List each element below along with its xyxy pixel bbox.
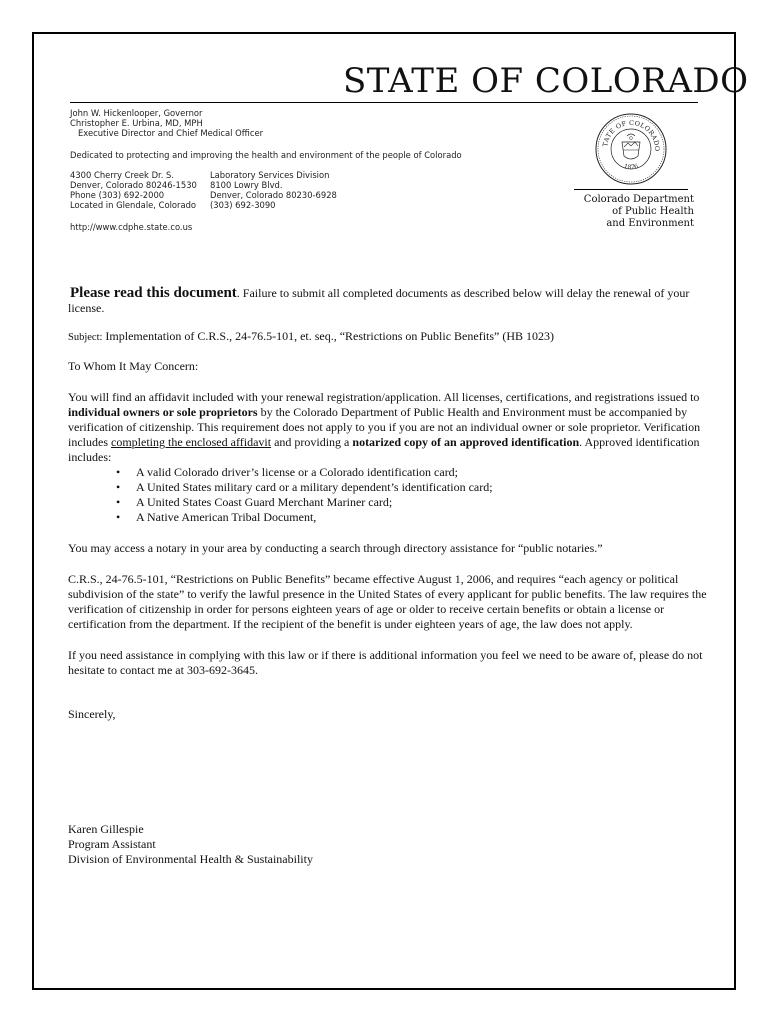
salutation: To Whom It May Concern: <box>68 359 199 373</box>
list-item: • A Native American Tribal Document, <box>116 510 708 525</box>
paragraph-affidavit <box>68 390 708 465</box>
letter-page <box>32 32 749 990</box>
svg-text:STATE OF COLORADO: TATE OF COLORADO <box>601 118 662 152</box>
department-name <box>554 194 694 230</box>
text-run: . Approved identification includes: <box>68 435 700 464</box>
paragraph-notary: You may access a notary in your area by conducting a search through directory assistance for “public notaries.” <box>68 541 603 555</box>
closing: Sincerely, <box>68 707 116 721</box>
address-line: Laboratory Services Division <box>210 170 330 180</box>
signer-name: Karen Gillespie <box>68 822 144 836</box>
website-link[interactable]: http://www.cdphe.state.co.us <box>70 222 193 232</box>
identification-list <box>68 465 708 525</box>
address-line: Denver, Colorado 80230-6928 <box>210 190 337 200</box>
officials-block <box>70 108 263 138</box>
governor-line: John W. Hickenlooper, Governor <box>70 108 203 118</box>
director-title-line: Executive Director and Chief Medical Officer <box>78 128 264 138</box>
department-line: Colorado Department <box>583 194 694 205</box>
text-run-bold: individual owners or sole proprietors <box>68 405 258 419</box>
address-line: Located in Glendale, Colorado <box>70 200 197 210</box>
subject-line <box>68 329 708 345</box>
lead-paragraph <box>68 286 708 316</box>
list-item: • A valid Colorado driver’s license or a Colorado identification card; <box>116 465 708 480</box>
state-title: STATE OF COLORADO <box>343 61 749 101</box>
svg-text:1876: 1876 <box>622 162 640 172</box>
seal-rule <box>574 189 688 190</box>
address-line: Denver, Colorado 80246-1530 <box>70 180 197 190</box>
address-main <box>70 170 197 210</box>
subject-label: Subject: <box>68 332 103 343</box>
state-seal-icon <box>594 112 668 186</box>
subject-text: Implementation of C.R.S., 24-76.5-101, et. seq., “Restrictions on Public Benefits” (HB 1023) <box>102 329 555 343</box>
address-lab <box>210 170 337 210</box>
text-run: and providing a <box>271 435 353 449</box>
letter-body <box>68 286 708 867</box>
address-line: Phone (303) 692-2000 <box>70 190 165 200</box>
department-line: and Environment <box>606 218 694 229</box>
mission-statement: Dedicated to protecting and improving the health and environment of the people of Colorado <box>70 150 462 160</box>
director-line: Christopher E. Urbina, MD, MPH <box>70 118 203 128</box>
paragraph-contact: If you need assistance in complying with this law or if there is additional information you feel we need to be aware of, please do not hesitate to contact me at 303-692-3645. <box>68 648 703 677</box>
address-line: 8100 Lowry Blvd. <box>210 180 283 190</box>
address-line: 4300 Cherry Creek Dr. S. <box>70 170 174 180</box>
text-run-underlined: completing the enclosed affidavit <box>111 435 272 449</box>
address-line: (303) 692-3090 <box>210 200 276 210</box>
lead-rest-text: . Failure to submit all completed documents as described below will delay the renewal of your license. <box>68 286 690 315</box>
text-run: by the Colorado Department of Public Health and Environment must be accompanied by verification of citizenship. This requirement does not apply to you if you are not an individual owner or sole proprietor. Verification includes <box>68 405 701 449</box>
signer-title: Program Assistant <box>68 837 156 851</box>
signature-space <box>68 722 708 822</box>
header-rule <box>70 102 698 103</box>
department-line: of Public Health <box>612 206 694 217</box>
paragraph-law: C.R.S., 24-76.5-101, “Restrictions on Public Benefits” became effective August 1, 2006, and requires “each agency or political subdivision of the state” to verify the lawful presence in the United States of every applicant for public benefits. The law requires the verification of citizenship in order for persons eighteen years of age or older to receive certain benefits or obtain a license or certification from the department. If the recipient of the benefit is under eighteen years of age, the law does not apply. <box>68 572 707 631</box>
lead-bold-text: Please read this document <box>70 285 237 301</box>
text-run: You will find an affidavit included with your renewal registration/application. All licenses, certifications, and registrations issued to <box>68 390 700 404</box>
text-run-bold: notarized copy of an approved identification <box>352 435 580 449</box>
list-item: • A United States military card or a military dependent’s identification card; <box>116 480 708 495</box>
list-item: • A United States Coast Guard Merchant Mariner card; <box>116 495 708 510</box>
signer-division: Division of Environmental Health & Sustainability <box>68 852 313 866</box>
